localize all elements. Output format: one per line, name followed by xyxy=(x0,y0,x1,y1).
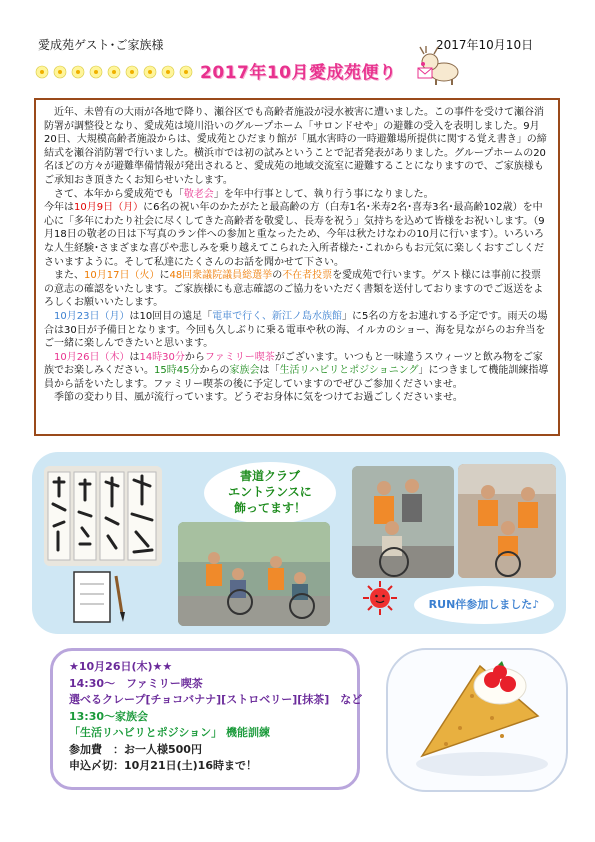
paragraph-respect-elders-intro xyxy=(44,188,550,202)
participation-fee: 参加費 ：お一人様500円 xyxy=(69,742,202,756)
crepe-icon xyxy=(402,656,552,780)
event-date: ★10月26日(木)★★ xyxy=(69,660,173,673)
text: からの xyxy=(199,365,230,377)
notepad-brush-icon xyxy=(72,568,128,626)
highlight-family-cafe: ファミリー喫茶 xyxy=(204,351,275,363)
paragraph-evacuation: 近年、未曾有の大雨が各地で降り、瀬谷区でも高齢者施設が浸水被害に遭いました。この事件を受けて瀬谷消防署が調整役となり、愛成苑は境川沿いのグループホーム「サロンドせや」の避難の受入を表明しました。9月20日、大規模高齢者施設からは、愛成苑とひだまり館が「風水害時の一時避難場所提供に関する覚え書き」の締結式を瀬谷消防署で行いました。横浜市では初の試みということで記者発表がありました。グループホームの20名ほどの方々が避難準備情報が発出されると、愛成苑の地域交流室に避難することになりますので、ご家族様もご承知おき頂きたくお知らせいたします。 xyxy=(44,107,547,186)
run-event-photo xyxy=(178,522,330,626)
highlight-rehab-topic: 生活リハビリとポジショニング xyxy=(279,365,419,377)
flower-row-icon xyxy=(34,64,194,80)
highlight-date: 10月9日（月） xyxy=(74,202,144,214)
caption-line: エントランスに xyxy=(228,485,312,499)
paragraph-family-cafe xyxy=(44,351,550,392)
highlight-time: 14時30分 xyxy=(139,351,185,363)
family-meeting-time: 13:30～家族会 xyxy=(69,709,149,723)
addressee: 愛成苑ゲスト･ご家族様 xyxy=(38,38,164,52)
run-caption-bubble: RUN伴参加しました♪ xyxy=(414,586,554,624)
text: 今年は xyxy=(44,202,74,214)
text: さて、本年から愛成苑でも「 xyxy=(44,188,184,200)
caption-line: 書道クラブ xyxy=(239,469,300,483)
text: 」に5名の方をお連れする予定です。雨天の場合は30日が予備日となります。今回も久しぶりに乗る電車や秋の海、イルカのショー、海を見ながらのお弁当をご一緒に楽しんできたいと思います。 xyxy=(44,310,548,350)
paragraph-excursion xyxy=(44,310,550,351)
issue-date: 2017年10月10日 xyxy=(436,38,534,52)
text: に xyxy=(159,270,170,282)
event-info-box xyxy=(50,648,363,790)
text: は xyxy=(129,351,140,363)
highlight-date: 10月26日（木） xyxy=(44,351,130,363)
text: を愛成苑で行います。ゲスト様には事前に投票の意志の確認をいたします。ご家族様にも意志確認のご協力をいただく書類を送付しておりますのでご返送をよろしくお願いいたします。 xyxy=(44,270,544,309)
text: 」を年中行事として、執り行う事になりました。 xyxy=(213,188,434,200)
text: 」につきまして機能訓練指導員から話をいたします。ファミリー喫茶の後に予定していますのでぜひご参加くださいませ。 xyxy=(44,365,549,390)
family-cafe-time: 14:30～ ファミリー喫茶 xyxy=(69,676,203,690)
highlight-keirokai: 敬老会 xyxy=(183,188,214,200)
text: から xyxy=(184,351,205,363)
application-deadline: 申込〆切：10月21日(土)16時まで！ xyxy=(69,759,257,772)
text: の xyxy=(272,270,283,282)
highlight-election: 48回衆議院議員総選挙 xyxy=(169,270,273,282)
calligraphy-caption-bubble xyxy=(204,462,336,524)
crepe-options: 選べるクレープ[チョコバナナ][ストロベリー][抹茶] など xyxy=(69,693,363,706)
calligraphy-photo xyxy=(44,466,162,566)
text: は10回目の遠足「 xyxy=(129,310,213,322)
newsletter-body xyxy=(34,98,560,436)
run-event-photo xyxy=(458,464,556,578)
caption-line: 飾ってます！ xyxy=(233,501,306,515)
run-event-photo xyxy=(352,466,454,578)
highlight-aquarium: 電車で行く、新江ノ島水族館 xyxy=(212,310,342,322)
highlight-family-meeting: 家族会 xyxy=(229,365,260,377)
page-title: 2017年10月愛成苑便り xyxy=(200,63,397,83)
sun-icon xyxy=(362,580,398,616)
text: がございます。いつもと一味違うスウィーツと飲み物をご家族でお楽しみください。 xyxy=(44,351,543,377)
highlight-time: 15時45分 xyxy=(154,365,200,377)
highlight-date: 10月23日（月） xyxy=(44,310,130,322)
family-meeting-topic: 「生活リハビリとポジション」 機能訓練 xyxy=(69,726,271,739)
text: は「 xyxy=(259,365,280,377)
paragraph-closing: 季節の変わり目、風が流行っています。どうぞお身体に気をつけてお過ごしくださいませ。 xyxy=(44,392,463,404)
highlight-date: 10月17日（火） xyxy=(84,270,160,282)
text: また、 xyxy=(44,270,84,282)
paragraph-election xyxy=(44,269,550,310)
text: に6名の祝い年のかたがたと最高齢の方（白寿1名･米寿2名･喜寿3名･最高齢102歳）を中心に「多年にわたり社会に尽くしてきた高齢者を敬愛し、長寿を祝う」気持ちを込めて皆様をお祝いします。（9月18日の敬老の日は下写真のラン伴への参加と重なったため、今年は秋たけなわの10月に行います）。いろいろな人生経験･さまざまな喜びや悲しみを乗り越えてこられた入所者様た･これからもお元気に楽しくおすごしくださいますように。そして私達にたくさんのお話を聞かせて下さい。 xyxy=(44,202,545,268)
paragraph-respect-elders xyxy=(44,201,550,269)
highlight-absentee-vote: 不在者投票 xyxy=(282,270,333,282)
reindeer-mascot-icon xyxy=(414,44,466,86)
